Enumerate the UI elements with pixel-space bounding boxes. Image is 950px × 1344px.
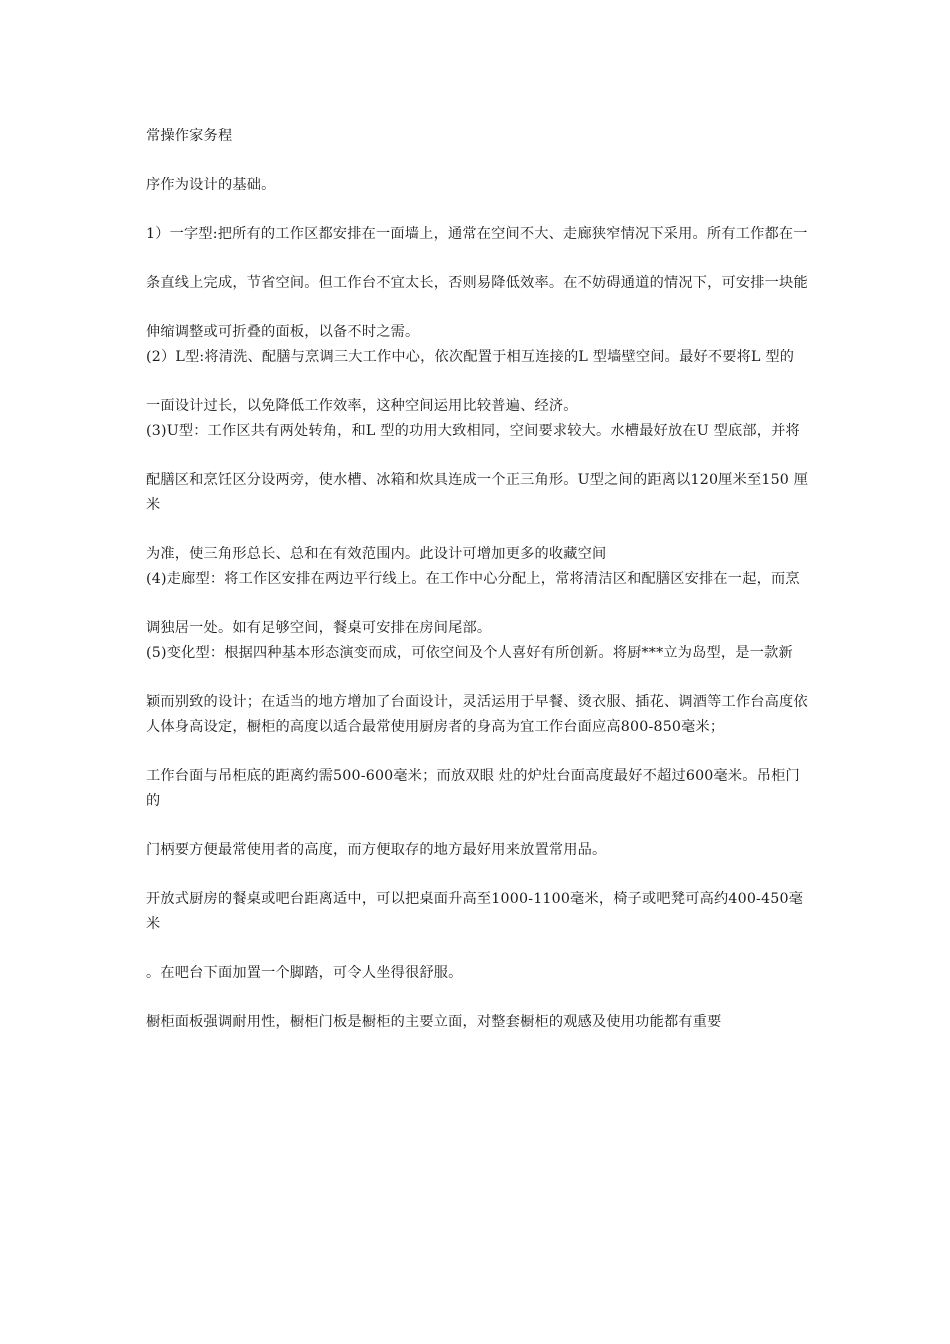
paragraph-one-line-type: 1）一字型:把所有的工作区都安排在一面墙上，通常在空间不大、走廊狭窄情况下采用。所有工作都在一: [146, 226, 808, 242]
paragraph-one-line-type-cont: 条直线上完成，节省空间。但工作台不宜太长，否则易降低效率。在不妨碍通道的情况下，可安排一块能: [146, 275, 808, 291]
paragraph-u-type-cont: 配膳区和烹饪区分设两旁，使水槽、冰箱和炊具连成一个正三角形。U型之间的距离以120厘米至150 厘米: [146, 472, 809, 513]
paragraph-u-type: (3)U型：工作区共有两处转角，和L 型的功用大致相同，空间要求较大。水槽最好放在U 型底部，并将: [146, 423, 800, 439]
paragraph-l-type-end: 一面设计过长，以免降低工作效率，这种空间运用比较普遍、经济。: [146, 398, 578, 414]
paragraph-variant-type-cont: 颖而别致的设计；在适当的地方增加了台面设计，灵活运用于早餐、烫衣服、插花、调酒等工作台高度依人体身高设定，橱柜的高度以适合最常使用厨房者的身高为宜工作台面应高800-850毫米；: [146, 694, 808, 735]
document-body: [146, 124, 810, 1035]
paragraph-u-type-end: 为准，使三角形总长、总和在有效范围内。此设计可增加更多的收藏空间: [146, 546, 607, 562]
paragraph-cabinet-panel: 橱柜面板强调耐用性，橱柜门板是橱柜的主要立面，对整套橱柜的观感及使用功能都有重要: [146, 1014, 722, 1030]
paragraph-corridor-type-end: 调独居一处。如有足够空间，餐桌可安排在房间尾部。: [146, 620, 492, 636]
paragraph-corridor-type: (4)走廊型：将工作区安排在两边平行线上。在工作中心分配上，常将清洁区和配膳区安排在一起，而烹: [146, 571, 800, 587]
paragraph-variant-type: (5)变化型：根据四种基本形态演变而成，可依空间及个人喜好有所创新。将厨***立为岛型，是一款新: [146, 645, 793, 661]
paragraph-door-handle: 门柄要方便最常使用者的高度，而方便取存的地方最好用来放置常用品。: [146, 842, 607, 858]
paragraph-heading-fragment: 常操作家务程: [146, 128, 233, 144]
paragraph-l-type: (2）L型:将清洗、配膳与烹调三大工作中心，依次配置于相互连接的L 型墙壁空间。最好不要将L 型的: [146, 349, 795, 365]
paragraph-intro: 序作为设计的基础。: [146, 177, 276, 193]
paragraph-one-line-type-end: 伸缩调整或可折叠的面板，以备不时之需。: [146, 324, 420, 340]
paragraph-footrest: 。在吧台下面加置一个脚踏，可令人坐得很舒服。: [146, 965, 463, 981]
paragraph-counter-height: 工作台面与吊柜底的距离约需500-600毫米；而放双眼 灶的炉灶台面高度最好不超过600毫米。吊柜门的: [146, 768, 800, 809]
paragraph-open-kitchen: 开放式厨房的餐桌或吧台距离适中，可以把桌面升高至1000-1100毫米，椅子或吧凳可高约400-450毫米: [146, 891, 804, 932]
